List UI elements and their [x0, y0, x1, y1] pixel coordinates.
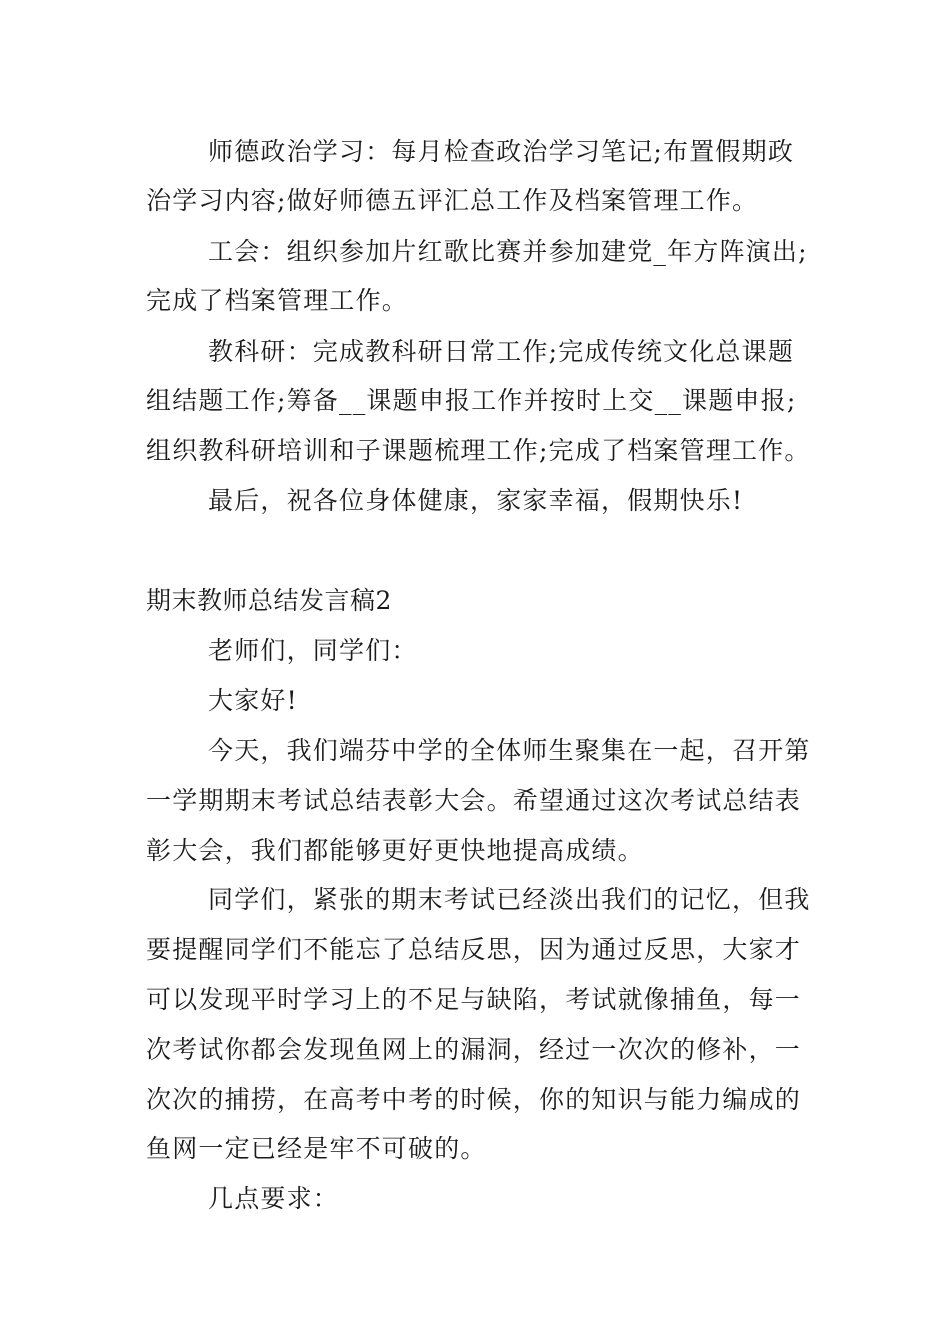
paragraph-line: 组结题工作;筹备__课题申报工作并按时上交__课题申报;	[146, 386, 797, 415]
paragraph-line: 同学们，紧张的期末考试已经淡出我们的记忆，但我	[208, 885, 811, 914]
paragraph-line: 最后，祝各位身体健康，家家幸福，假期快乐!	[208, 486, 744, 515]
section-title: 期末教师总结发言稿2	[146, 586, 392, 615]
paragraph-line: 今天，我们端芬中学的全体师生聚集在一起，召开第	[208, 736, 811, 765]
paragraph-line: 鱼网一定已经是牢不可破的。	[146, 1134, 487, 1163]
paragraph-line: 完成了档案管理工作。	[146, 286, 409, 315]
paragraph-line: 大家好!	[208, 686, 298, 715]
paragraph-line: 师德政治学习：每月检查政治学习笔记;布置假期政	[208, 137, 795, 166]
paragraph-line: 可以发现平时学习上的不足与缺陷，考试就像捕鱼，每一	[146, 985, 802, 1014]
paragraph-line: 工会：组织参加片红歌比赛并参加建党_年方阵演出;	[208, 237, 808, 266]
paragraph-line: 要提醒同学们不能忘了总结反思，因为通过反思，大家才	[146, 935, 802, 964]
paragraph-line: 一学期期末考试总结表彰大会。希望通过这次考试总结表	[146, 786, 802, 815]
paragraph-line: 彰大会，我们都能够更好更快地提高成绩。	[146, 836, 644, 865]
paragraph-line: 老师们，同学们：	[208, 636, 418, 665]
paragraph-line: 次考试你都会发现鱼网上的漏洞，经过一次次的修补，一	[146, 1035, 802, 1064]
paragraph-line: 次次的捕捞，在高考中考的时候，你的知识与能力编成的	[146, 1085, 802, 1114]
paragraph-line: 治学习内容;做好师德五评汇总工作及档案管理工作。	[146, 186, 759, 215]
paragraph-line: 教科研：完成教科研日常工作;完成传统文化总课题	[208, 337, 795, 366]
paragraph-line: 几点要求：	[208, 1184, 340, 1213]
paragraph-line: 组织教科研培训和子课题梳理工作;完成了档案管理工作。	[146, 436, 811, 465]
